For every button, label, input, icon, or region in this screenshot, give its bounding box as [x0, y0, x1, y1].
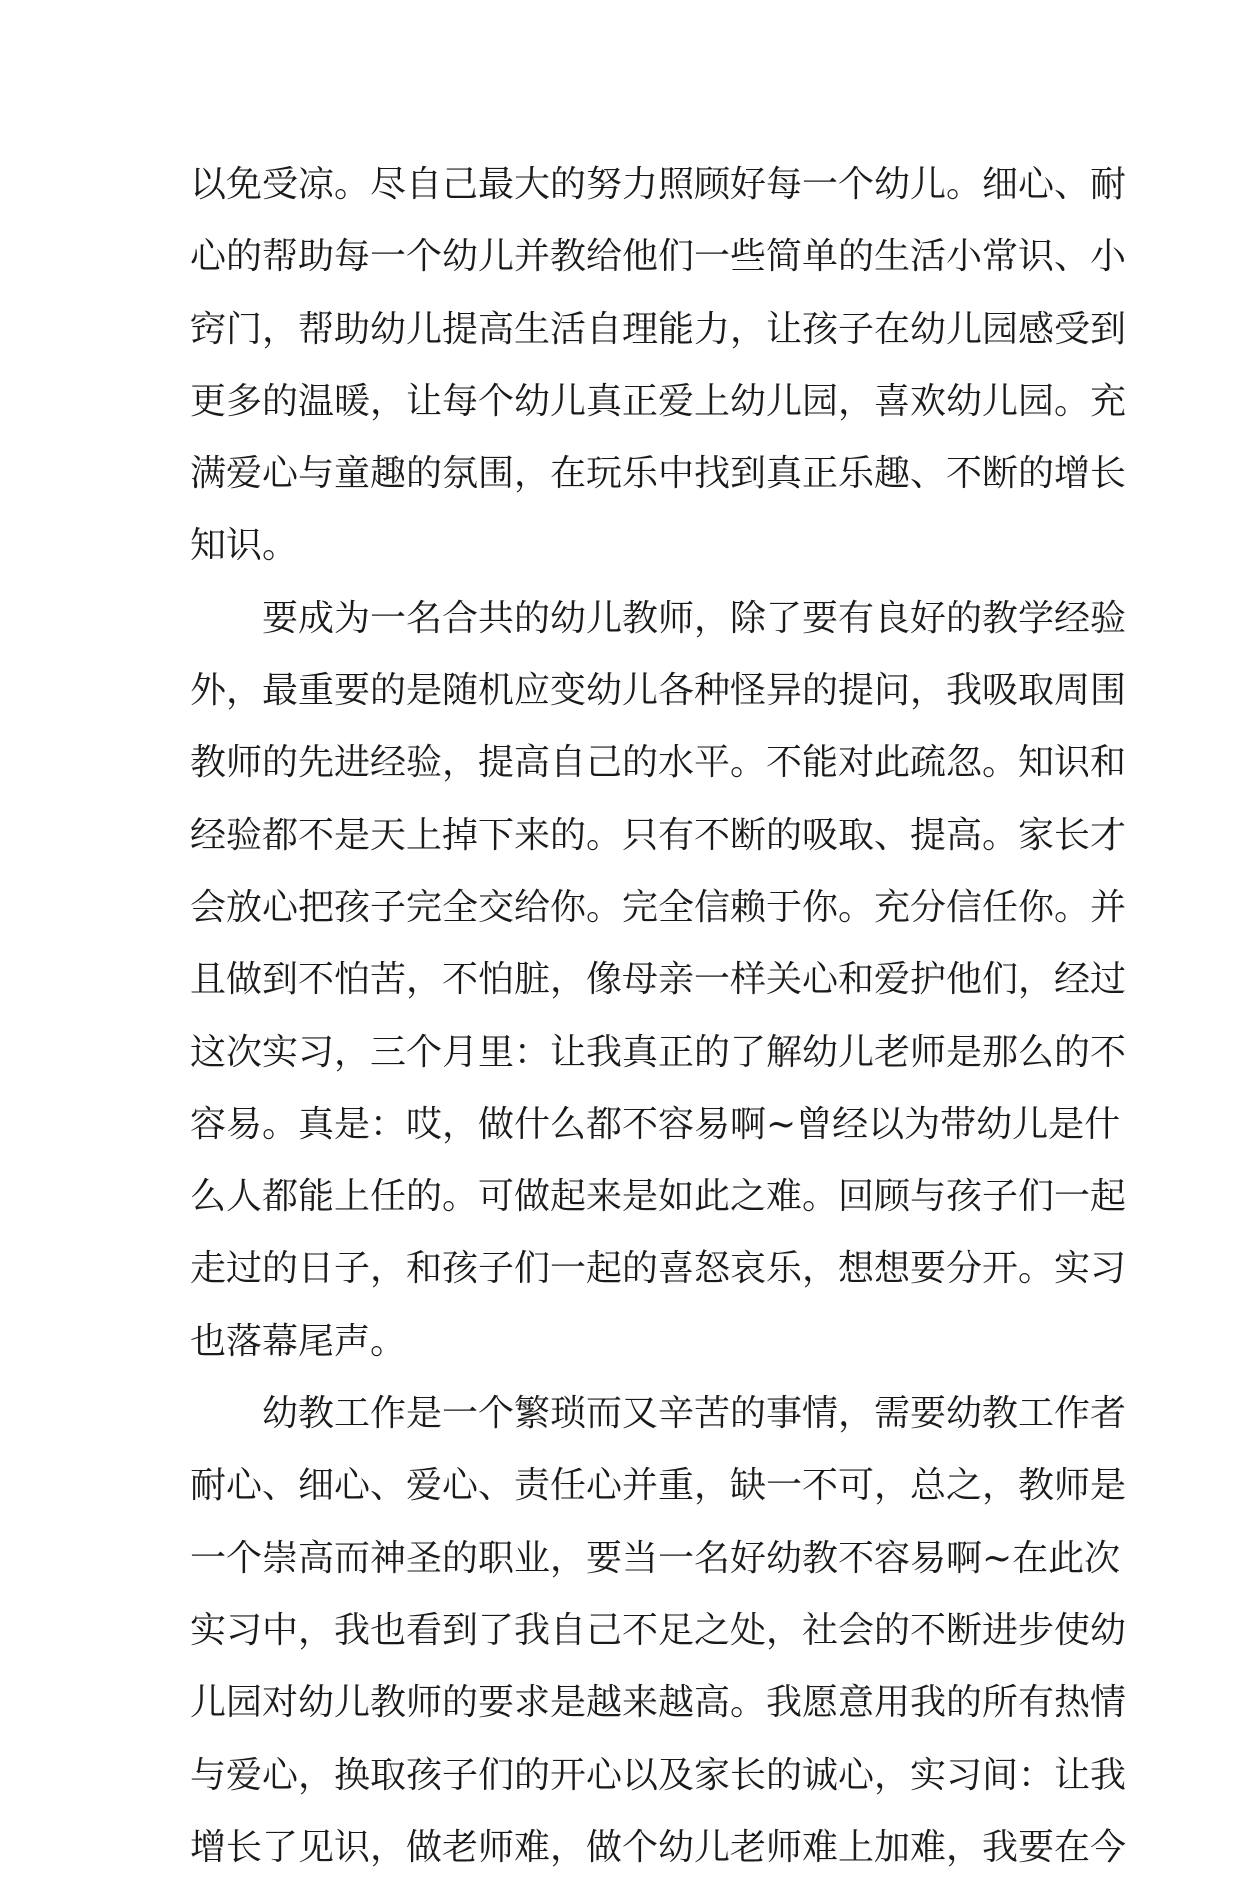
paragraph-2-line-4: 经验都不是天上掉下来的。只有不断的吸取、提高。家长才	[190, 814, 1127, 856]
paragraph-2-line-10: 走过的日子，和孩子们一起的喜怒哀乐，想想要分开。实习	[190, 1248, 1127, 1290]
paragraph-3-line-1: 幼教工作是一个繁琐而又辛苦的事情，需要幼教工作者	[262, 1393, 1127, 1435]
paragraph-2-line-7: 这次实习，三个月里：让我真正的了解幼儿老师是那么的不	[190, 1031, 1127, 1073]
paragraph-1-line-2: 心的帮助每一个幼儿并教给他们一些简单的生活小常识、小	[190, 236, 1127, 278]
paragraph-1-line-1: 以免受凉。尽自己最大的努力照顾好每一个幼儿。细心、耐	[190, 164, 1127, 205]
body-text	[190, 149, 1127, 1884]
paragraph-2-line-11: 也落幕尾声。	[190, 1320, 407, 1362]
paragraph-2-line-5: 会放心把孩子完全交给你。完全信赖于你。充分信任你。并	[190, 886, 1127, 928]
paragraph-2-line-6: 且做到不怕苦，不怕脏，像母亲一样关心和爱护他们，经过	[190, 959, 1127, 1001]
paragraph-2-line-8: 容易。真是：哎，做什么都不容易啊~曾经以为带幼儿是什	[190, 1103, 1121, 1145]
paragraph-2-line-1: 要成为一名合共的幼儿教师，除了要有良好的教学经验	[262, 597, 1127, 639]
paragraph-1-line-3: 窍门，帮助幼儿提高生活自理能力，让孩子在幼儿园感受到	[190, 308, 1127, 350]
paragraph-3-line-5: 儿园对幼儿教师的要求是越来越高。我愿意用我的所有热情	[190, 1682, 1127, 1724]
paragraph-1-line-5: 满爱心与童趣的氛围，在玩乐中找到真正乐趣、不断的增长	[190, 453, 1127, 495]
paragraph-2-line-2: 外，最重要的是随机应变幼儿各种怪异的提问，我吸取周围	[190, 670, 1127, 712]
paragraph-3-line-2: 耐心、细心、爱心、责任心并重，缺一不可，总之，教师是	[190, 1465, 1127, 1507]
paragraph-3-line-7: 增长了见识，做老师难，做个幼儿老师难上加难，我要在今	[190, 1826, 1127, 1868]
paragraph-3-line-6: 与爱心，换取孩子们的开心以及家长的诚心，实习间：让我	[190, 1754, 1127, 1796]
paragraph-2-line-9: 么人都能上任的。可做起来是如此之难。回顾与孩子们一起	[190, 1176, 1127, 1218]
paragraph-3-line-4: 实习中，我也看到了我自己不足之处，社会的不断进步使幼	[190, 1609, 1127, 1651]
paragraph-2-line-3: 教师的先进经验，提高自己的水平。不能对此疏忽。知识和	[190, 742, 1127, 784]
paragraph-3-line-3: 一个崇高而神圣的职业，要当一名好幼教不容易啊~在此次	[190, 1537, 1121, 1579]
paragraph-1-line-4: 更多的温暖，让每个幼儿真正爱上幼儿园，喜欢幼儿园。充	[190, 380, 1127, 422]
paragraph-1-line-6: 知识。	[190, 525, 299, 567]
